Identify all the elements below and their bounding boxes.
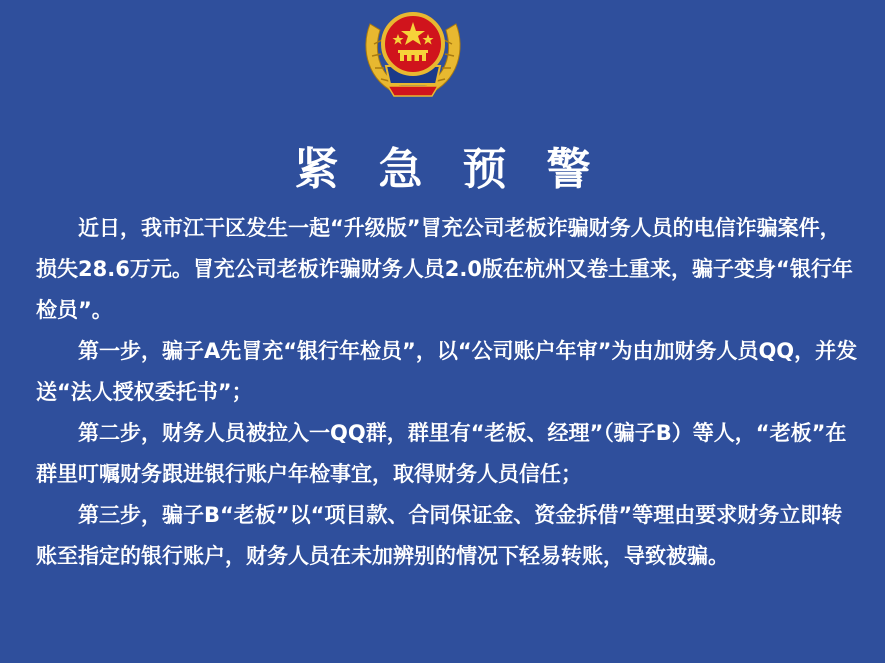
alert-body [36, 208, 860, 577]
alert-title: 紧急预警 [294, 144, 631, 195]
paragraph-step-1: 第一步，骗子A先冒充“银行年检员”，以“公司账户年审”为由加财务人员QQ，并发送“法人授权委托书”； [36, 339, 858, 404]
paragraph-step-3: 第三步，骗子B“老板”以“项目款、合同保证金、资金拆借”等理由要求财务立即转账至指定的银行账户，财务人员在未加辨别的情况下轻易转账，导致被骗。 [36, 503, 843, 568]
police-emblem-icon [358, 4, 468, 102]
paragraph-step-2: 第二步，财务人员被拉入一QQ群，群里有“老板、经理”（骗子B）等人，“老板”在群里叮嘱财务跟进银行账户年检事宜，取得财务人员信任； [36, 421, 847, 486]
paragraph-intro: 近日，我市江干区发生一起“升级版”冒充公司老板诈骗财务人员的电信诈骗案件，损失28.6万元。冒充公司老板诈骗财务人员2.0版在杭州又卷土重来，骗子变身“银行年检员”。 [36, 216, 853, 322]
